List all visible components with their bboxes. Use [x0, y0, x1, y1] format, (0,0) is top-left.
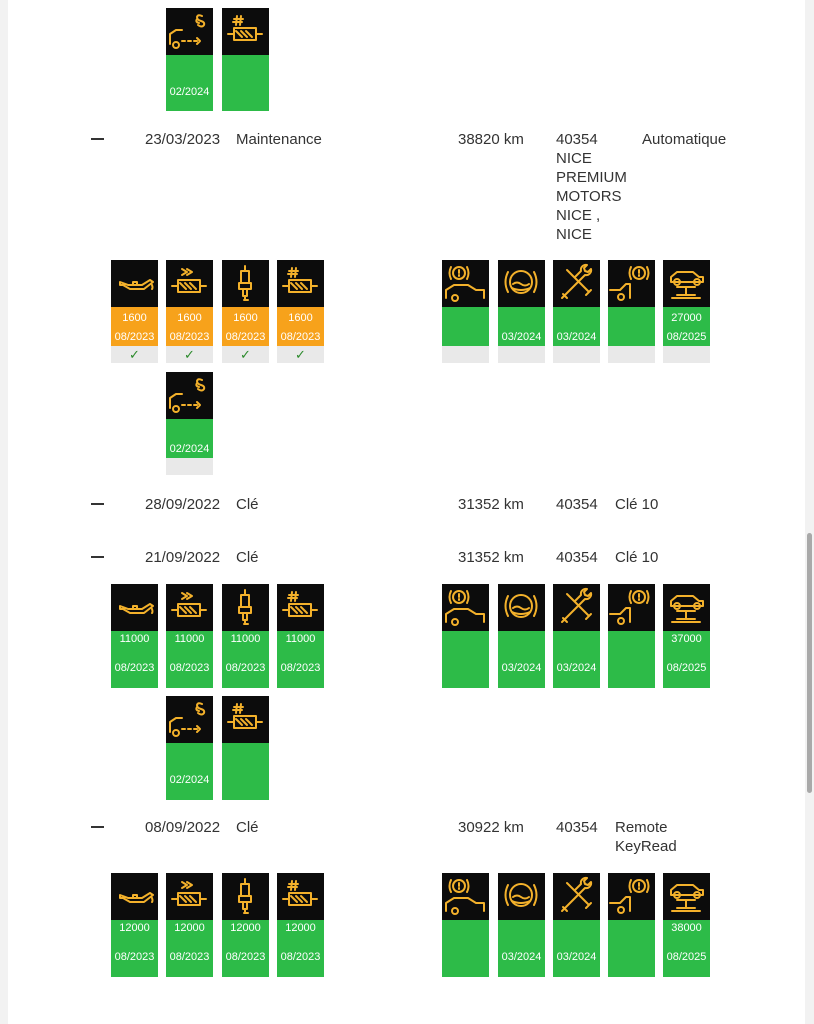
vehicle-lift-icon [663, 260, 710, 307]
spark-plug-tile [222, 873, 269, 977]
maintenance-history-page [8, 0, 805, 1024]
legal-inspection-tile [166, 372, 213, 458]
entry-detail: Clé 10 [615, 496, 659, 513]
tile-due-date: 08/2023 [169, 951, 210, 963]
entry-date: 21/09/2022 [145, 549, 221, 566]
particulate-filter-icon [166, 873, 213, 920]
entry-dealer-code: 40354 [556, 549, 598, 566]
dealer-line: NICE [556, 150, 592, 167]
spark-plug-icon [222, 260, 269, 307]
tile-km-value: 12000 [285, 922, 316, 934]
spark-plug-tile [222, 584, 269, 688]
tile-km-value: 11000 [119, 633, 150, 645]
tile-due-date: 08/2023 [169, 662, 210, 674]
front-brake-tile [442, 873, 489, 977]
tile-km-value: 1600 [122, 312, 147, 324]
tile-due-date: 02/2024 [169, 774, 210, 786]
rear-brake-tile [608, 873, 655, 977]
oil-can-icon [111, 873, 158, 920]
tile-due-date: 08/2025 [666, 662, 707, 674]
tile-km-value: 27000 [671, 312, 702, 324]
vehicle-lift-icon [663, 873, 710, 920]
vehicle-check-icon [553, 584, 600, 631]
entry-dealer-name [556, 149, 636, 244]
check-mark-icon: ✓ [222, 346, 269, 363]
tile-km-value: 1600 [177, 312, 202, 324]
vehicle-lift-tile [663, 873, 710, 977]
entry-mileage: 30922 km [458, 819, 524, 836]
check-mark-icon: ✓ [277, 346, 324, 363]
entry-detail: Automatique [642, 131, 727, 148]
tile-due-date: 08/2023 [225, 331, 266, 343]
particulate-filter-icon [166, 584, 213, 631]
rear-brake-icon [608, 873, 655, 920]
legal-inspection-icon [166, 8, 213, 55]
tile-due-date: 08/2023 [114, 331, 155, 343]
vehicle-lift-tile [663, 260, 710, 346]
vehicle-check-icon [553, 873, 600, 920]
oil-can-icon [111, 584, 158, 631]
particulate-filter-tile [166, 584, 213, 688]
tile-km-value: 11000 [285, 633, 316, 645]
entry-date: 08/09/2022 [145, 819, 221, 836]
tile-due-date: 02/2024 [169, 443, 210, 455]
tile-due-date: 02/2024 [169, 86, 210, 98]
entry-detail: Clé 10 [615, 549, 659, 566]
entry-mileage: 31352 km [458, 549, 524, 566]
legal-inspection-icon [166, 372, 213, 419]
vehicle-check-tile [553, 260, 600, 346]
dealer-line: PREMIUM [556, 169, 627, 186]
brake-fluid-icon [498, 584, 545, 631]
fuel-filter-icon [222, 696, 269, 743]
tile-km-value: 12000 [119, 922, 150, 934]
tile-km-value: 38000 [671, 922, 702, 934]
oil-service-tile [111, 260, 158, 362]
tile-km-value: 1600 [233, 312, 258, 324]
fuel-filter-tile [277, 873, 324, 977]
vehicle-lift-tile [663, 584, 710, 688]
check-mark-icon: ✓ [111, 346, 158, 363]
rear-brake-tile [608, 584, 655, 688]
rear-brake-tile [608, 260, 655, 346]
collapse-button[interactable] [91, 826, 104, 828]
spark-plug-icon [222, 873, 269, 920]
tile-km-value: 11000 [174, 633, 205, 645]
vehicle-check-icon [553, 260, 600, 307]
rear-brake-icon [608, 260, 655, 307]
vehicle-lift-icon [663, 584, 710, 631]
tile-km-value: 12000 [174, 922, 205, 934]
front-brake-tile [442, 584, 489, 688]
tile-due-date: 03/2024 [501, 951, 542, 963]
fuel-filter-icon [277, 873, 324, 920]
tile-due-date: 03/2024 [501, 331, 542, 343]
scrollbar-thumb[interactable] [807, 533, 812, 793]
fuel-filter-tile [277, 260, 324, 362]
tile-due-date: 08/2023 [169, 331, 210, 343]
front-brake-icon [442, 260, 489, 307]
front-brake-icon [442, 584, 489, 631]
entry-type: Maintenance [236, 131, 322, 148]
legal-inspection-icon [166, 696, 213, 743]
particulate-filter-tile [166, 873, 213, 977]
fuel-filter-tile [222, 8, 269, 111]
dealer-line: NICE [556, 226, 592, 243]
front-brake-icon [442, 873, 489, 920]
tile-footer [442, 346, 489, 363]
tile-due-date: 08/2023 [114, 662, 155, 674]
tile-footer [608, 346, 655, 363]
scrollbar[interactable] [805, 0, 814, 1024]
tile-km-value: 37000 [671, 633, 702, 645]
spark-plug-tile [222, 260, 269, 362]
front-brake-tile [442, 260, 489, 346]
collapse-button[interactable] [91, 556, 104, 558]
fuel-filter-icon [222, 8, 269, 55]
tile-due-date: 03/2024 [556, 331, 597, 343]
fuel-filter-icon [277, 584, 324, 631]
tile-due-date: 08/2023 [225, 951, 266, 963]
brake-fluid-tile [498, 260, 545, 346]
particulate-filter-tile [166, 260, 213, 362]
tile-km-value: 12000 [230, 922, 261, 934]
tile-due-date: 08/2023 [114, 951, 155, 963]
tile-due-date: 03/2024 [556, 662, 597, 674]
brake-fluid-tile [498, 584, 545, 688]
entry-type: Clé [236, 819, 259, 836]
oil-service-tile [111, 873, 158, 977]
tile-footer [553, 346, 600, 363]
tile-km-value: 1600 [288, 312, 313, 324]
detail-line: KeyRead [615, 838, 677, 855]
fuel-filter-icon [277, 260, 324, 307]
entry-dealer-code: 40354 [556, 496, 598, 513]
vehicle-check-tile [553, 873, 600, 977]
brake-fluid-icon [498, 873, 545, 920]
entry-detail [615, 818, 677, 856]
tile-due-date: 08/2023 [280, 951, 321, 963]
fuel-filter-tile [222, 696, 269, 800]
detail-line: Remote [615, 819, 668, 836]
legal-inspection-tile [166, 696, 213, 800]
entry-mileage: 31352 km [458, 496, 524, 513]
entry-type: Clé [236, 496, 259, 513]
particulate-filter-icon [166, 260, 213, 307]
tile-footer [166, 458, 213, 475]
legal-inspection-tile [166, 8, 213, 111]
entry-date: 23/03/2023 [145, 131, 221, 148]
tile-footer [498, 346, 545, 363]
collapse-button[interactable] [91, 138, 104, 140]
brake-fluid-icon [498, 260, 545, 307]
entry-type: Clé [236, 549, 259, 566]
rear-brake-icon [608, 584, 655, 631]
fuel-filter-tile [277, 584, 324, 688]
tile-due-date: 03/2024 [556, 951, 597, 963]
tile-due-date: 03/2024 [501, 662, 542, 674]
entry-mileage: 38820 km [458, 131, 524, 148]
dealer-line: MOTORS [556, 188, 622, 205]
tile-footer [663, 346, 710, 363]
entry-dealer-code: 40354 [556, 819, 598, 836]
spark-plug-icon [222, 584, 269, 631]
dealer-line: NICE , [556, 207, 601, 224]
vehicle-check-tile [553, 584, 600, 688]
tile-due-date: 08/2023 [280, 331, 321, 343]
tile-due-date: 08/2023 [225, 662, 266, 674]
collapse-button[interactable] [91, 503, 104, 505]
entry-dealer-code: 40354 [556, 131, 598, 148]
tile-due-date: 08/2023 [280, 662, 321, 674]
brake-fluid-tile [498, 873, 545, 977]
oil-can-icon [111, 260, 158, 307]
tile-km-value: 11000 [230, 633, 261, 645]
tile-due-date: 08/2025 [666, 331, 707, 343]
oil-service-tile [111, 584, 158, 688]
entry-date: 28/09/2022 [145, 496, 221, 513]
check-mark-icon: ✓ [166, 346, 213, 363]
tile-due-date: 08/2025 [666, 951, 707, 963]
